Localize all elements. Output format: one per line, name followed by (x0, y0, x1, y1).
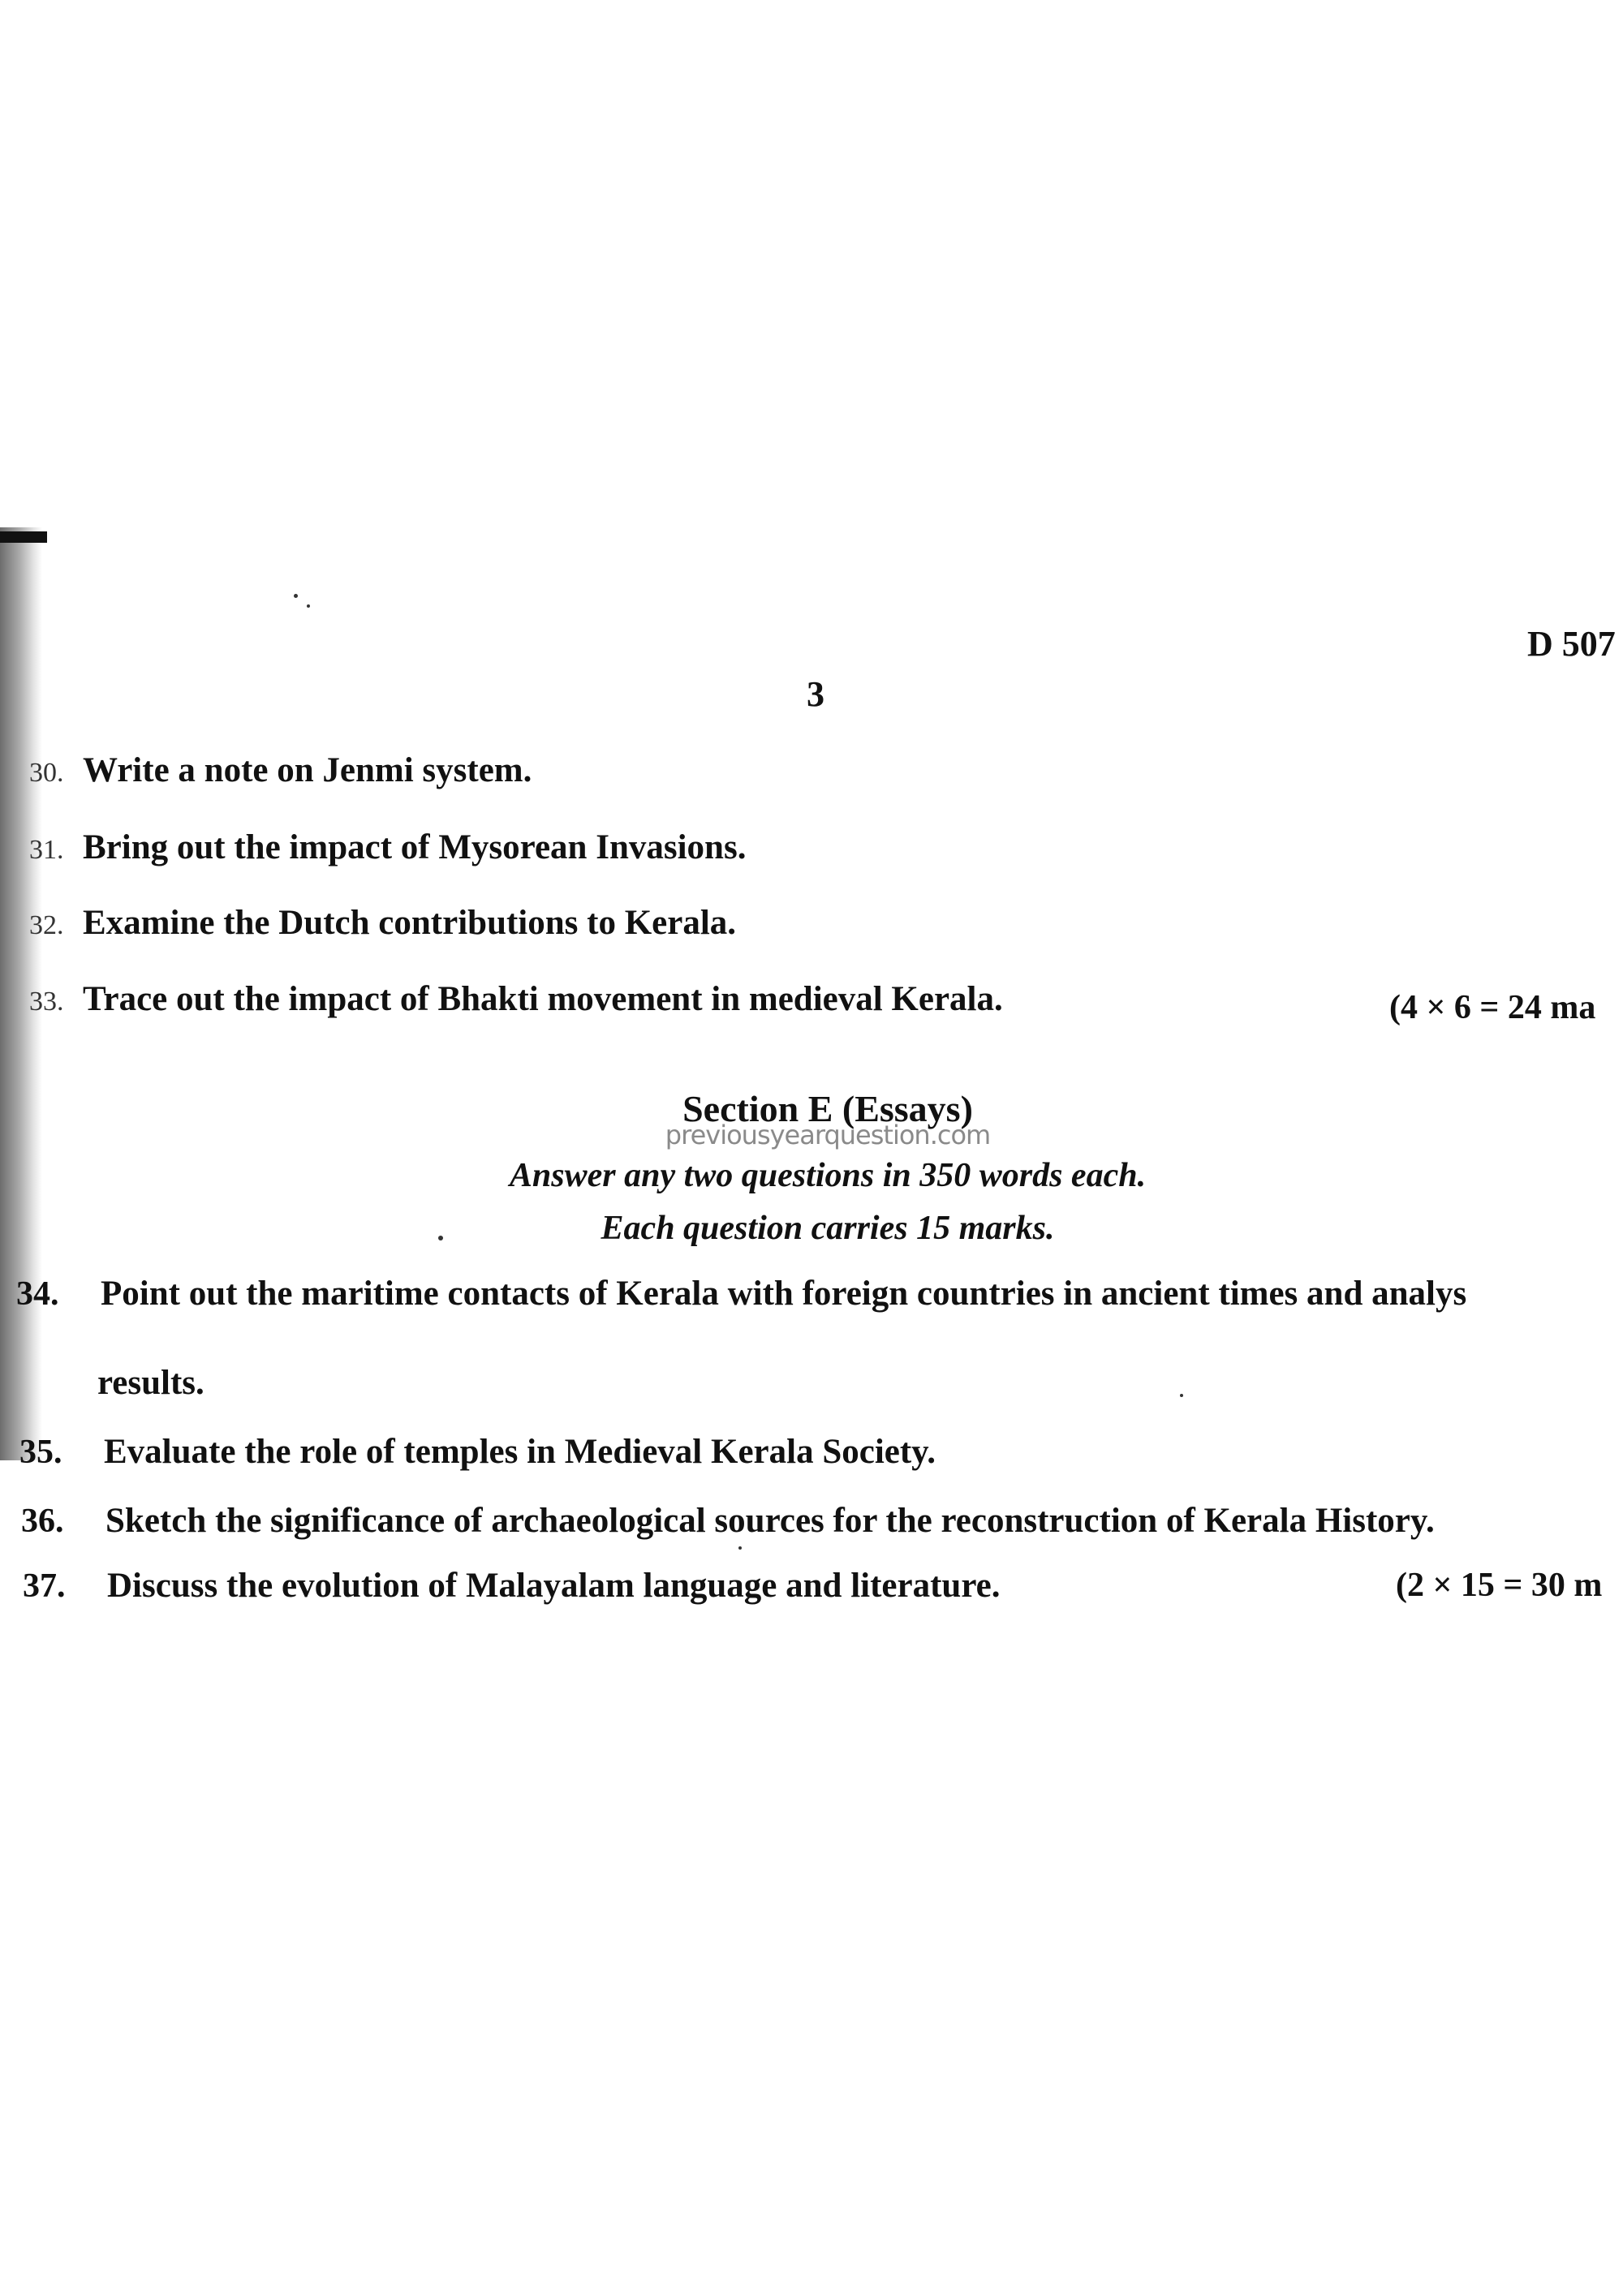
question-36 (21, 1501, 1435, 1541)
question-number: 32. (29, 910, 64, 940)
section-e-instruction: Answer any two questions in 350 words each. (509, 1157, 1147, 1194)
question-text: Bring out the impact of Mysorean Invasions. (83, 828, 747, 866)
question-text: Write a note on Jenmi system. (83, 751, 532, 789)
scan-speck (307, 604, 310, 608)
question-32 (29, 903, 736, 943)
watermark-text: previousyearquestion.com (665, 1120, 991, 1150)
question-number: 35. (19, 1434, 62, 1471)
question-34-continuation: results. (97, 1364, 204, 1402)
question-number: 37. (23, 1567, 66, 1605)
section-d-marks: (4 × 6 = 24 ma (1389, 989, 1596, 1026)
question-text: Trace out the impact of Bhakti movement in medieval Kerala. (83, 980, 1003, 1018)
question-number: 34. (16, 1275, 59, 1313)
question-number: 33. (29, 987, 64, 1017)
section-e-marks-note: Each question carries 15 marks. (601, 1210, 1055, 1247)
question-text: Evaluate the role of temples in Medieval Kerala Society. (104, 1433, 936, 1471)
page-number: 3 (807, 674, 824, 714)
question-35 (19, 1432, 936, 1472)
paper-code: D 507 (1527, 624, 1616, 664)
question-number: 36. (21, 1503, 64, 1540)
question-text: Sketch the significance of archaeological sources for the reconstruction of Kerala History. (105, 1502, 1435, 1540)
question-30 (29, 750, 532, 790)
scan-speck (1180, 1394, 1183, 1397)
question-31 (29, 828, 746, 867)
question-text: Examine the Dutch contributions to Kerala. (83, 904, 737, 942)
question-37 (23, 1566, 1000, 1606)
question-number: 30. (29, 758, 64, 788)
scan-speck (294, 594, 298, 598)
section-e-title: Section E (Essays) (682, 1088, 973, 1129)
section-e-marks: (2 × 15 = 30 m (1396, 1567, 1603, 1604)
question-text: Discuss the evolution of Malayalam language and literature. (107, 1567, 1001, 1605)
question-33 (29, 979, 1003, 1019)
scan-speck (738, 1546, 742, 1550)
question-34 (16, 1274, 1466, 1314)
question-text: Point out the maritime contacts of Kerala with foreign countries in ancient times and analys (101, 1275, 1467, 1313)
question-number: 31. (29, 835, 64, 865)
scan-edge-mark (0, 531, 47, 543)
